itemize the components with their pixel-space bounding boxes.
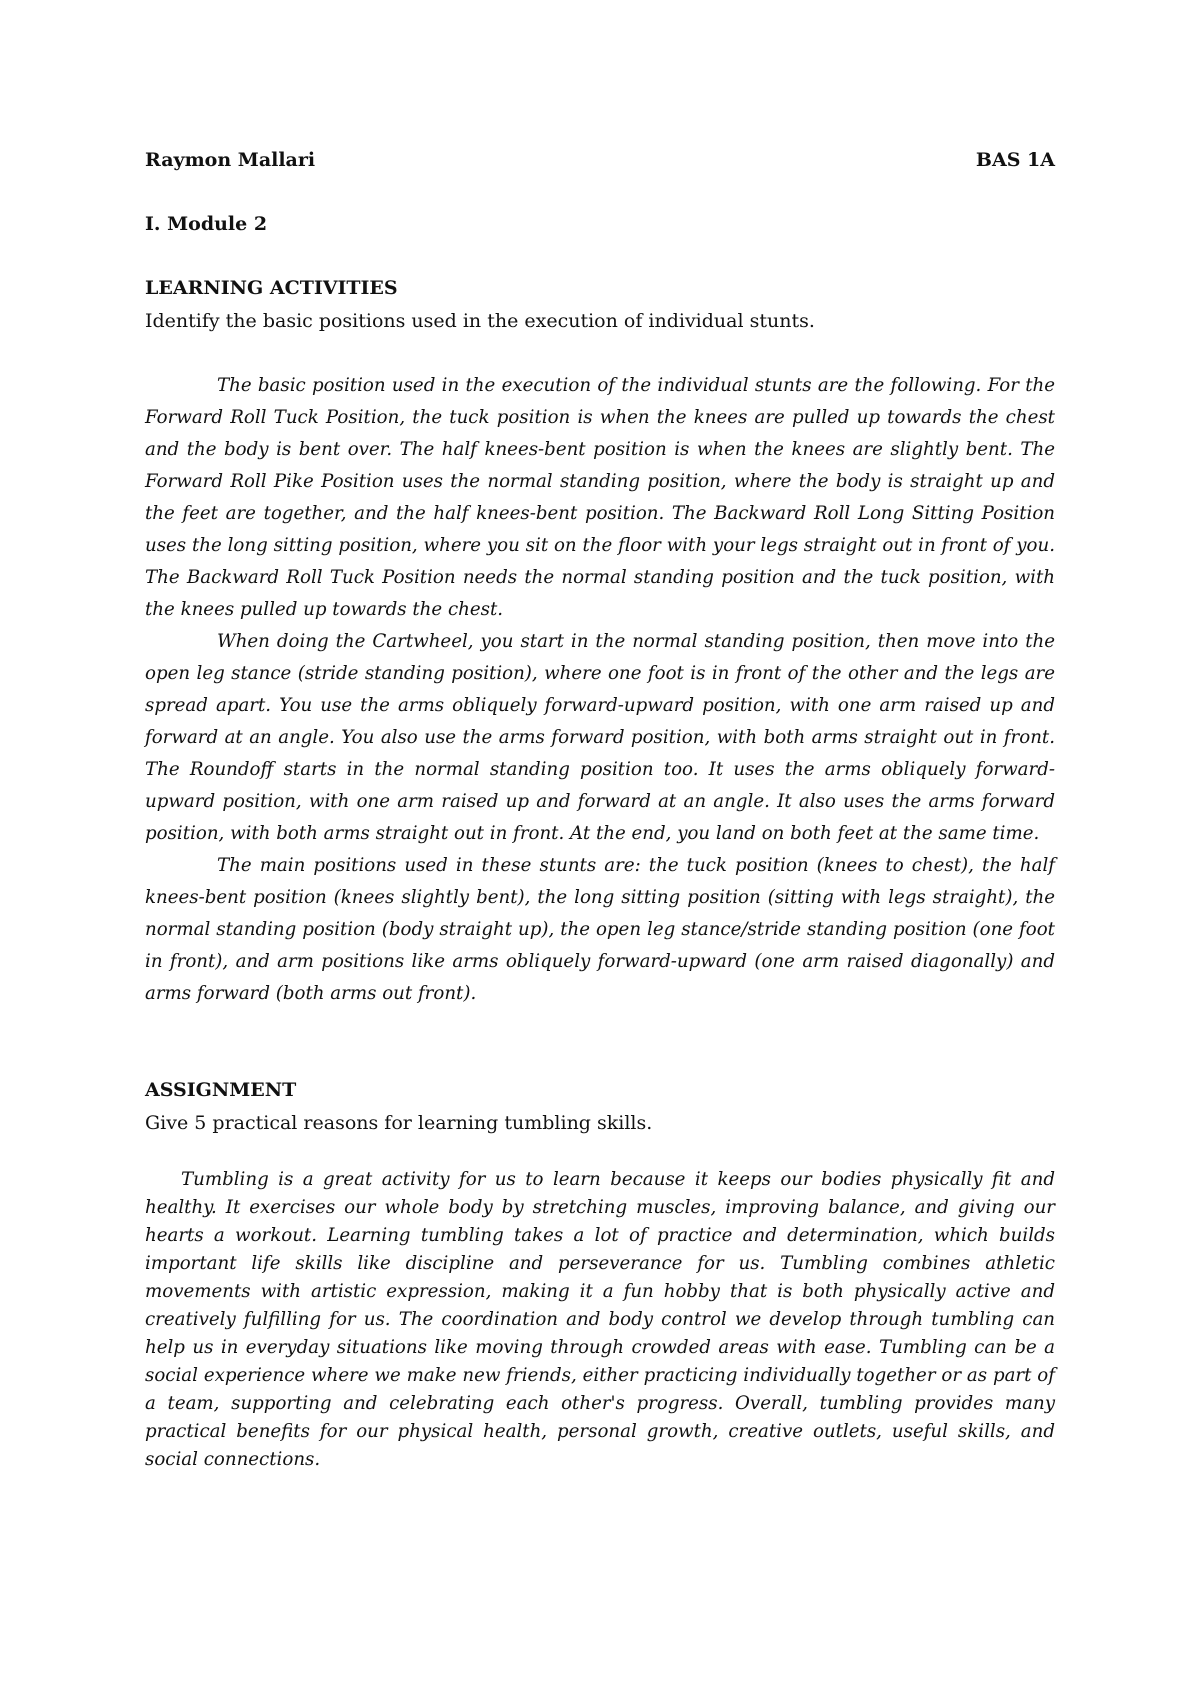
course-code: BAS 1A xyxy=(975,149,1055,171)
assignment-prompt: Give 5 practical reasons for learning tumbling skills. xyxy=(145,1112,653,1134)
assignment-heading: ASSIGNMENT xyxy=(145,1079,297,1101)
document-header xyxy=(145,148,1055,172)
student-name: Raymon Mallari xyxy=(145,149,316,171)
document-page xyxy=(145,0,1055,1696)
answer-paragraph: The basic position used in the execution of the individual stunts are the following. For the Forward Roll Tuck Position, the tuck position is when the knees are pulled up towards the chest and the body is bent over. The half knees-bent position is when the knees are slightly bent. The Forward Roll Pike Position uses the normal standing position, where the body is straight up and the feet are together, and the half knees-bent position. The Backward Roll Long Sitting Position uses the long sitting position, where you sit on the floor with your legs straight out in front of you. The Backward Roll Tuck Position needs the normal standing position and the tuck position, with the knees pulled up towards the chest. xyxy=(145,375,1055,620)
answer-paragraph: Tumbling is a great activity for us to learn because it keeps our bodies physically fit and healthy. It exercises our whole body by stretching muscles, improving balance, and giving our hearts a workout. Learning tumbling takes a lot of practice and determination, which builds important life skills like discipline and perseverance for us. Tumbling combines athletic movements with artistic expression, making it a fun hobby that is both physically active and creatively fulfilling for us. The coordination and body control we develop through tumbling can help us in everyday situations like moving through crowded areas with ease. Tumbling can be a social experience where we make new friends, either practicing individually together or as part of a team, supporting and celebrating each other's progress. Overall, tumbling provides many practical benefits for our physical health, personal growth, creative outlets, useful skills, and social connections. xyxy=(145,1169,1055,1470)
learning-activities-prompt: Identify the basic positions used in the execution of individual stunts. xyxy=(145,310,815,332)
module-title: I. Module 2 xyxy=(145,213,268,235)
answer-paragraph: When doing the Cartwheel, you start in the normal standing position, then move into the open leg stance (stride standing position), where one foot is in front of the other and the legs are spread apart. You use the arms obliquely forward-upward position, with one arm raised up and forward at an angle. You also use the arms forward position, with both arms straight out in front. The Roundoff starts in the normal standing position too. It uses the arms obliquely forward-upward position, with one arm raised up and forward at an angle. It also uses the arms forward position, with both arms straight out in front. At the end, you land on both feet at the same time. xyxy=(145,631,1055,844)
learning-activities-heading: LEARNING ACTIVITIES xyxy=(145,277,398,299)
assignment-answer xyxy=(145,1166,1055,1474)
answer-paragraph: The main positions used in these stunts are: the tuck position (knees to chest), the half knees-bent position (knees slightly bent), the long sitting position (sitting with legs straight), the normal standing position (body straight up), the open leg stance/stride standing position (one foot in front), and arm positions like arms obliquely forward-upward (one arm raised diagonally) and arms forward (both arms out front). xyxy=(145,855,1055,1004)
learning-activities-answer xyxy=(145,370,1055,1010)
